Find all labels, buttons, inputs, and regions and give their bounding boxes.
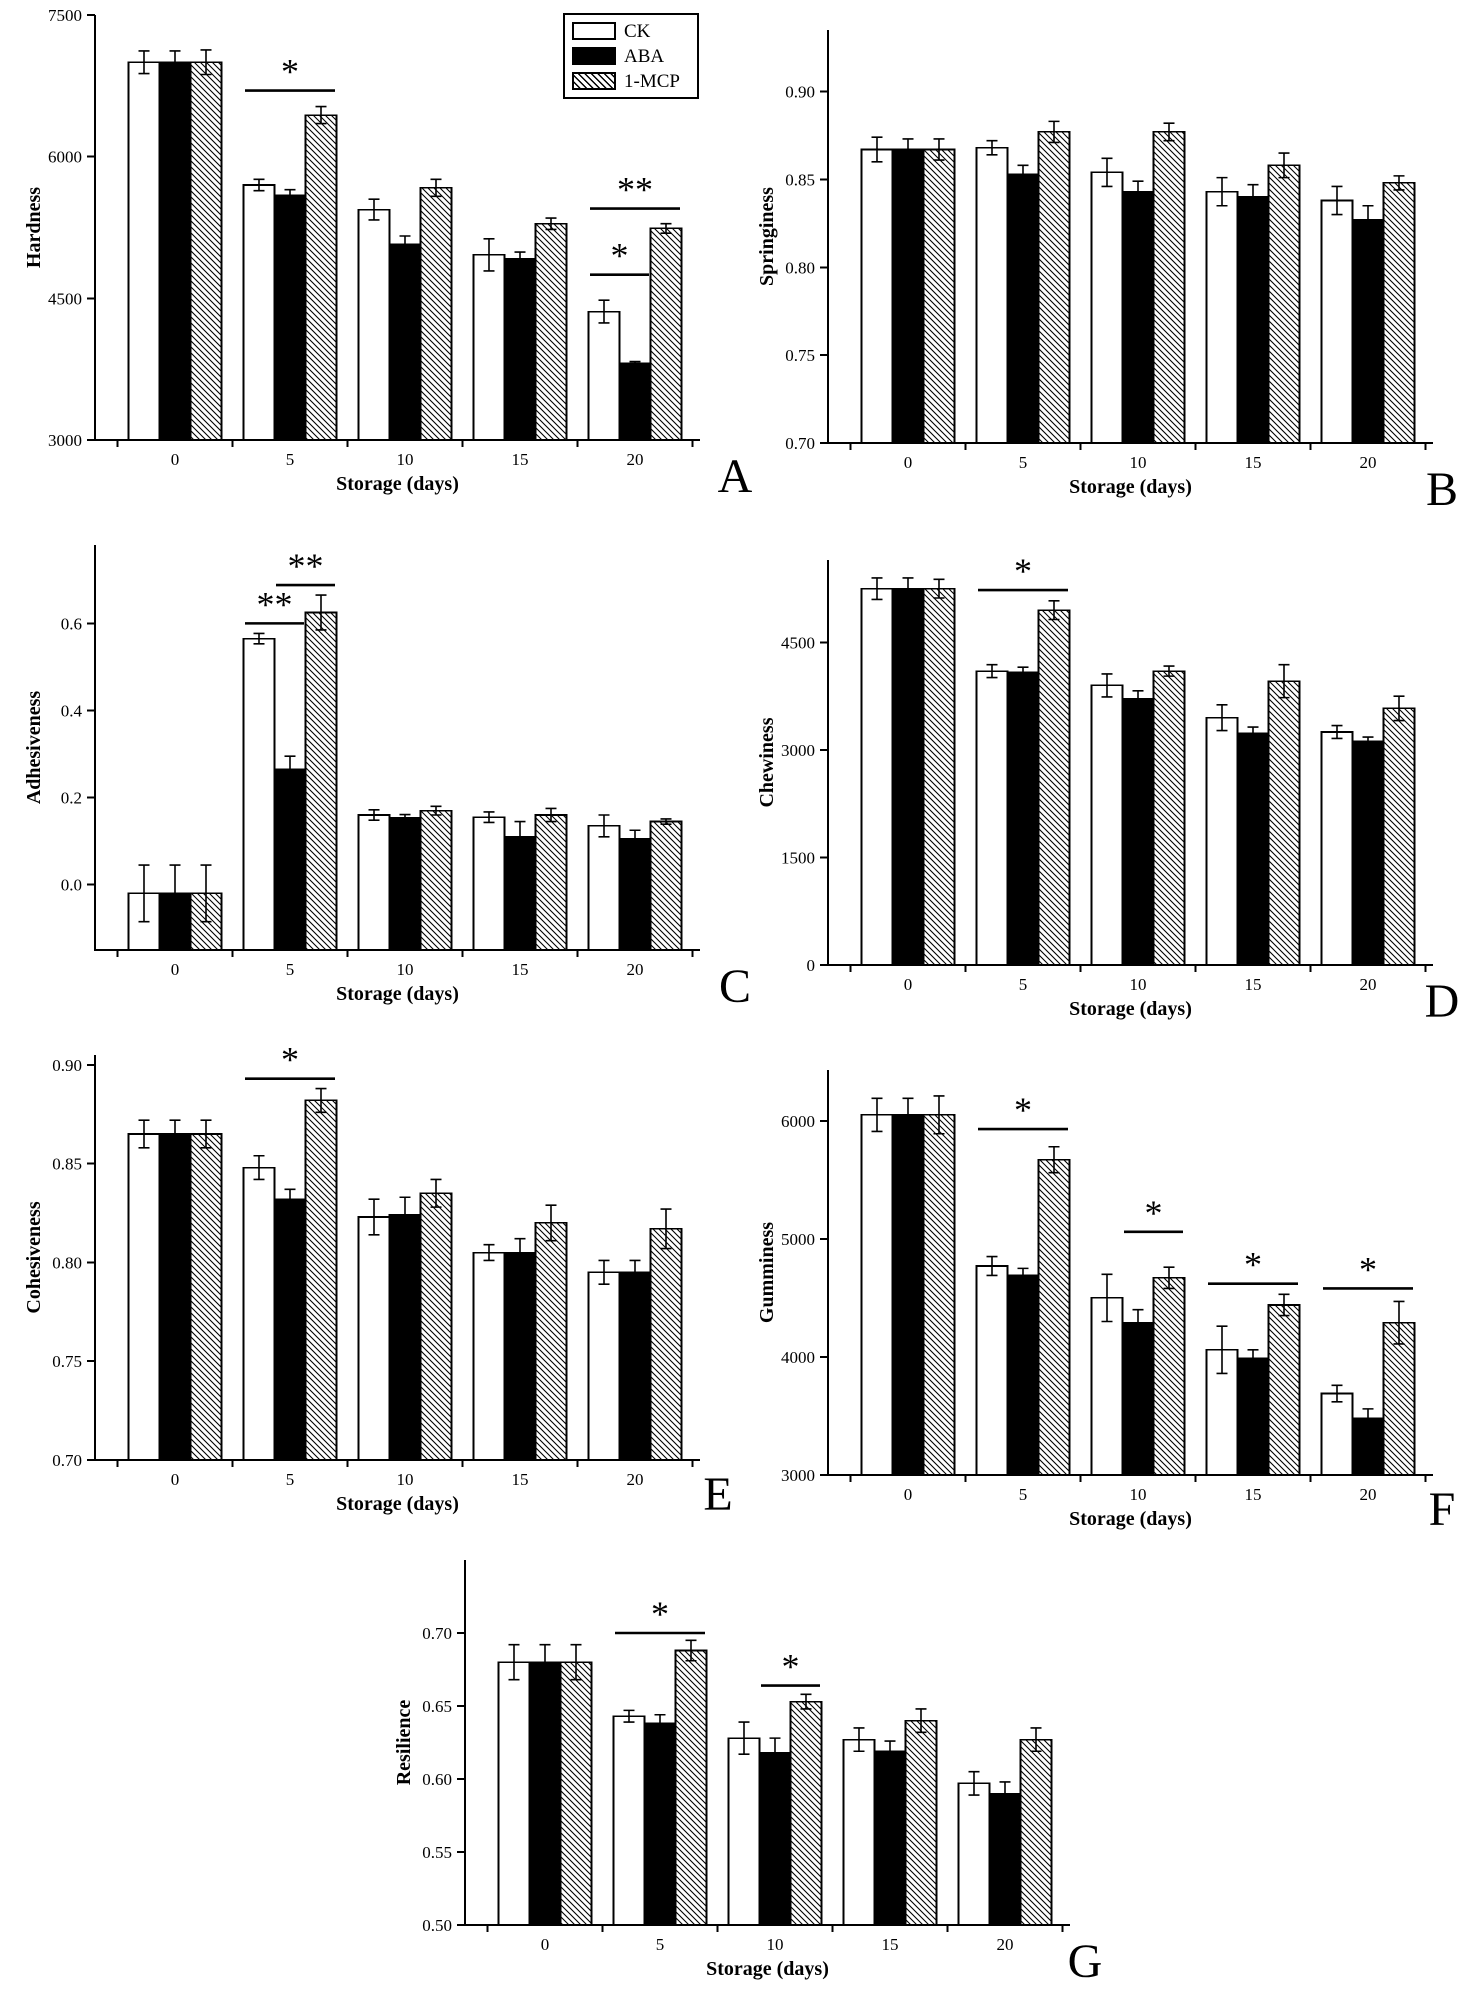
bar-1-MCP-day15	[1269, 165, 1300, 443]
panel-letter-A: A	[717, 450, 753, 503]
x-tick-label: 15	[1244, 1485, 1262, 1504]
y-tick-label: 0.85	[52, 1154, 82, 1174]
y-axis-title: Gumminess	[756, 1221, 778, 1324]
bar-ABA-day10	[1123, 1323, 1154, 1475]
bar-ABA-day5	[645, 1724, 676, 1925]
x-axis-title: Storage (days)	[1069, 998, 1192, 1020]
bar-ABA-day20	[1353, 741, 1384, 965]
y-tick-label: 0.70	[785, 434, 815, 453]
significance-asterisk: *	[610, 235, 629, 276]
x-tick-label: 10	[396, 960, 414, 979]
x-tick-label: 5	[285, 450, 295, 469]
bar-1-MCP-day20	[651, 822, 682, 950]
x-axis-title: Storage (days)	[1069, 476, 1192, 498]
x-tick-label: 15	[1244, 975, 1262, 994]
x-tick-label: 20	[626, 1470, 644, 1489]
bar-ABA-day20	[620, 364, 651, 441]
bar-ABA-day15	[505, 259, 536, 440]
y-tick-label: 0.4	[60, 701, 82, 721]
x-axis-title: Storage (days)	[706, 1958, 829, 1980]
bar-1-MCP-day15	[536, 224, 567, 440]
significance-asterisk: *	[1359, 1249, 1377, 1290]
bar-CK-day10	[359, 815, 390, 950]
bar-1-MCP-day5	[1039, 610, 1070, 965]
bar-CK-day15	[474, 255, 505, 440]
bar-ABA-day15	[1238, 733, 1269, 965]
x-tick-label: 0	[903, 975, 913, 994]
significance-asterisk: *	[651, 1594, 669, 1634]
x-axis-title: Storage (days)	[1069, 1508, 1192, 1530]
bar-1-MCP-day5	[306, 613, 337, 951]
y-tick-label: 0.85	[785, 170, 815, 190]
bar-ABA-day15	[505, 1253, 536, 1460]
x-tick-label: 0	[170, 450, 180, 469]
y-tick-label: 0	[806, 956, 815, 975]
bar-1-MCP-day5	[306, 1100, 337, 1460]
bar-CK-day5	[977, 671, 1008, 965]
bar-CK-day5	[977, 1266, 1008, 1475]
bar-ABA-day10	[390, 1215, 421, 1460]
bar-CK-day0	[862, 589, 893, 965]
y-tick-label: 0.75	[52, 1352, 82, 1372]
bar-CK-day10	[729, 1738, 760, 1925]
y-tick-label: 1500	[781, 848, 815, 868]
bar-ABA-day0	[530, 1662, 561, 1925]
panel-letter-G: G	[1067, 1935, 1103, 1988]
panel-letter-D: D	[1424, 975, 1460, 1028]
bar-CK-day20	[589, 826, 620, 950]
bar-ABA-day0	[893, 1115, 924, 1475]
y-tick-label: 6000	[781, 1111, 815, 1131]
bar-CK-day0	[862, 1115, 893, 1475]
bar-ABA-day5	[275, 769, 306, 950]
bar-ABA-day10	[760, 1753, 791, 1925]
bar-CK-day0	[129, 1134, 160, 1460]
bar-CK-day15	[474, 1253, 505, 1460]
bar-CK-day0	[862, 150, 893, 443]
bar-1-MCP-day0	[924, 589, 955, 965]
x-tick-label: 20	[1359, 1485, 1377, 1504]
x-tick-label: 0	[170, 960, 180, 979]
bar-1-MCP-day5	[1039, 132, 1070, 443]
x-tick-label: 5	[285, 960, 295, 979]
bar-1-MCP-day15	[1269, 1305, 1300, 1475]
panel-letter-F: F	[1428, 1483, 1456, 1536]
significance-asterisk: *	[1014, 551, 1032, 592]
y-tick-label: 0.70	[422, 1624, 452, 1643]
bar-1-MCP-day15	[906, 1721, 937, 1925]
significance-asterisk: **	[256, 584, 293, 625]
bar-1-MCP-day20	[651, 228, 682, 440]
significance-asterisk: *	[281, 1039, 299, 1080]
bar-1-MCP-day10	[421, 188, 452, 440]
x-tick-label: 10	[1129, 1485, 1147, 1504]
x-tick-label: 0	[903, 1485, 913, 1504]
bar-ABA-day0	[160, 1134, 191, 1460]
y-tick-label: 3000	[781, 740, 815, 760]
x-tick-label: 20	[1359, 975, 1377, 994]
bar-CK-day20	[1322, 200, 1353, 443]
x-tick-label: 15	[1244, 453, 1262, 472]
bar-CK-day5	[244, 639, 275, 950]
significance-asterisk: **	[287, 546, 324, 587]
x-tick-label: 15	[511, 1470, 529, 1489]
x-tick-label: 5	[1018, 1485, 1028, 1504]
x-tick-label: 0	[903, 453, 913, 472]
x-tick-label: 5	[655, 1935, 665, 1954]
bar-CK-day10	[359, 210, 390, 440]
significance-asterisk: *	[1244, 1244, 1262, 1285]
bar-1-MCP-day0	[924, 150, 955, 443]
bar-CK-day10	[359, 1217, 390, 1460]
y-tick-label: 0.50	[422, 1916, 452, 1935]
x-tick-label: 20	[626, 450, 644, 469]
bar-ABA-day5	[1008, 174, 1039, 443]
bar-ABA-day5	[275, 1199, 306, 1460]
bar-CK-day10	[1092, 685, 1123, 965]
bar-1-MCP-day20	[651, 1229, 682, 1460]
bar-CK-day5	[977, 148, 1008, 443]
y-tick-label: 0.60	[422, 1770, 452, 1789]
legend-swatch-1mcp	[572, 72, 616, 90]
significance-asterisk: *	[781, 1646, 800, 1687]
x-tick-label: 5	[285, 1470, 295, 1489]
bar-1-MCP-day10	[791, 1702, 822, 1925]
legend-swatch-ck	[572, 22, 616, 40]
bar-ABA-day0	[893, 150, 924, 443]
legend	[563, 13, 699, 99]
chart-D	[756, 551, 1459, 1028]
y-tick-label: 0.55	[422, 1843, 452, 1862]
legend-label-ck: CK	[624, 20, 651, 42]
legend-item-ck	[572, 20, 690, 42]
bar-CK-day5	[244, 1168, 275, 1460]
y-tick-label: 0.6	[60, 614, 82, 634]
x-axis-title: Storage (days)	[336, 983, 459, 1005]
y-tick-label: 0.75	[785, 346, 815, 366]
y-tick-label: 4500	[781, 633, 815, 653]
x-tick-label: 20	[626, 960, 644, 979]
panel-letter-C: C	[718, 960, 752, 1013]
y-tick-label: 4000	[781, 1347, 815, 1367]
bar-1-MCP-day0	[561, 1662, 592, 1925]
bar-1-MCP-day10	[421, 811, 452, 950]
x-tick-label: 0	[540, 1935, 550, 1954]
bar-CK-day15	[1207, 192, 1238, 443]
y-tick-label: 0.90	[785, 82, 815, 102]
legend-swatch-aba	[572, 47, 616, 65]
legend-item-aba	[572, 45, 690, 67]
y-tick-label: 7500	[48, 6, 82, 25]
x-tick-label: 20	[996, 1935, 1014, 1954]
bar-CK-day10	[1092, 172, 1123, 443]
bar-CK-day0	[129, 62, 160, 440]
x-tick-label: 10	[1129, 975, 1147, 994]
bar-CK-day20	[1322, 1394, 1353, 1475]
panel-letter-B: B	[1425, 463, 1459, 516]
x-axis-title: Storage (days)	[336, 1493, 459, 1515]
bar-CK-day15	[1207, 718, 1238, 965]
y-tick-label: 3000	[48, 431, 82, 450]
bar-ABA-day20	[1353, 220, 1384, 443]
bar-ABA-day20	[990, 1794, 1021, 1925]
y-axis-title: Adhesiveness	[23, 690, 45, 805]
bar-1-MCP-day0	[924, 1115, 955, 1475]
bar-CK-day15	[474, 817, 505, 950]
chart-B	[756, 30, 1458, 516]
y-tick-label: 3000	[781, 1466, 815, 1485]
y-tick-label: 0.0	[60, 875, 82, 895]
chart-G	[393, 1560, 1102, 1988]
y-tick-label: 0.80	[52, 1253, 82, 1273]
chart-E	[23, 1040, 733, 1521]
x-tick-label: 5	[1018, 453, 1028, 472]
bar-1-MCP-day10	[1154, 1278, 1185, 1475]
significance-asterisk: **	[617, 169, 653, 210]
bar-CK-day20	[959, 1783, 990, 1925]
bar-1-MCP-day15	[536, 815, 567, 950]
x-tick-label: 10	[1129, 453, 1147, 472]
y-axis-title: Resilience	[393, 1699, 415, 1786]
bar-ABA-day15	[505, 837, 536, 950]
bar-ABA-day20	[620, 1272, 651, 1460]
x-tick-label: 15	[511, 960, 529, 979]
bar-1-MCP-day15	[536, 1223, 567, 1460]
significance-asterisk: *	[281, 51, 299, 92]
bar-1-MCP-day20	[1384, 1323, 1415, 1475]
bar-1-MCP-day5	[1039, 1160, 1070, 1475]
y-tick-label: 0.65	[422, 1697, 452, 1716]
bar-1-MCP-day5	[676, 1651, 707, 1925]
bar-ABA-day10	[390, 818, 421, 950]
bar-ABA-day10	[1123, 192, 1154, 443]
legend-label-1mcp: 1-MCP	[624, 70, 680, 92]
bar-1-MCP-day0	[191, 62, 222, 440]
x-tick-label: 20	[1359, 453, 1377, 472]
y-axis-title: Hardness	[23, 186, 45, 269]
bar-ABA-day5	[1008, 672, 1039, 965]
bar-CK-day5	[614, 1716, 645, 1925]
bar-ABA-day5	[1008, 1275, 1039, 1475]
y-axis-title: Chewiness	[756, 717, 778, 808]
x-tick-label: 5	[1018, 975, 1028, 994]
bar-1-MCP-day20	[1384, 708, 1415, 965]
x-tick-label: 10	[396, 1470, 414, 1489]
significance-asterisk: *	[1144, 1192, 1163, 1233]
bar-ABA-day15	[875, 1751, 906, 1925]
bar-ABA-day20	[620, 839, 651, 950]
y-tick-label: 5000	[781, 1229, 815, 1249]
x-tick-label: 0	[170, 1470, 180, 1489]
bar-1-MCP-day20	[1384, 183, 1415, 443]
chart-C	[23, 545, 751, 1013]
x-tick-label: 15	[511, 450, 529, 469]
y-axis-title: Springiness	[756, 187, 778, 286]
x-axis-title: Storage (days)	[336, 473, 459, 495]
chart-F	[756, 1070, 1455, 1536]
bar-CK-day5	[244, 185, 275, 440]
bar-ABA-day0	[893, 589, 924, 965]
bar-ABA-day15	[1238, 197, 1269, 443]
legend-label-aba: ABA	[624, 45, 665, 67]
y-tick-label: 4500	[48, 289, 82, 309]
y-tick-label: 0.90	[52, 1055, 82, 1075]
bar-1-MCP-day0	[191, 1134, 222, 1460]
bar-ABA-day10	[1123, 699, 1154, 965]
significance-asterisk: *	[1014, 1090, 1032, 1131]
x-tick-label: 15	[881, 1935, 899, 1954]
bar-1-MCP-day10	[1154, 671, 1185, 965]
x-tick-label: 10	[396, 450, 414, 469]
y-tick-label: 6000	[48, 147, 82, 167]
bar-1-MCP-day15	[1269, 681, 1300, 965]
y-tick-label: 0.70	[52, 1451, 82, 1470]
bar-ABA-day10	[390, 245, 421, 441]
bar-ABA-day15	[1238, 1358, 1269, 1475]
bar-1-MCP-day10	[421, 1193, 452, 1460]
bar-CK-day15	[844, 1740, 875, 1925]
bar-ABA-day0	[160, 62, 191, 440]
bar-1-MCP-day20	[1021, 1740, 1052, 1925]
y-axis-title: Cohesiveness	[23, 1201, 45, 1314]
y-tick-label: 0.2	[60, 788, 82, 808]
bar-CK-day20	[589, 1272, 620, 1460]
y-tick-label: 0.80	[785, 258, 815, 278]
bar-CK-day20	[589, 312, 620, 440]
bar-CK-day20	[1322, 732, 1353, 965]
bar-1-MCP-day5	[306, 115, 337, 440]
bar-1-MCP-day10	[1154, 132, 1185, 443]
bar-CK-day10	[1092, 1298, 1123, 1475]
bar-CK-day0	[499, 1662, 530, 1925]
legend-item-1mcp	[572, 70, 690, 92]
panel-letter-E: E	[703, 1468, 733, 1521]
bar-ABA-day5	[275, 195, 306, 440]
x-tick-label: 10	[766, 1935, 784, 1954]
